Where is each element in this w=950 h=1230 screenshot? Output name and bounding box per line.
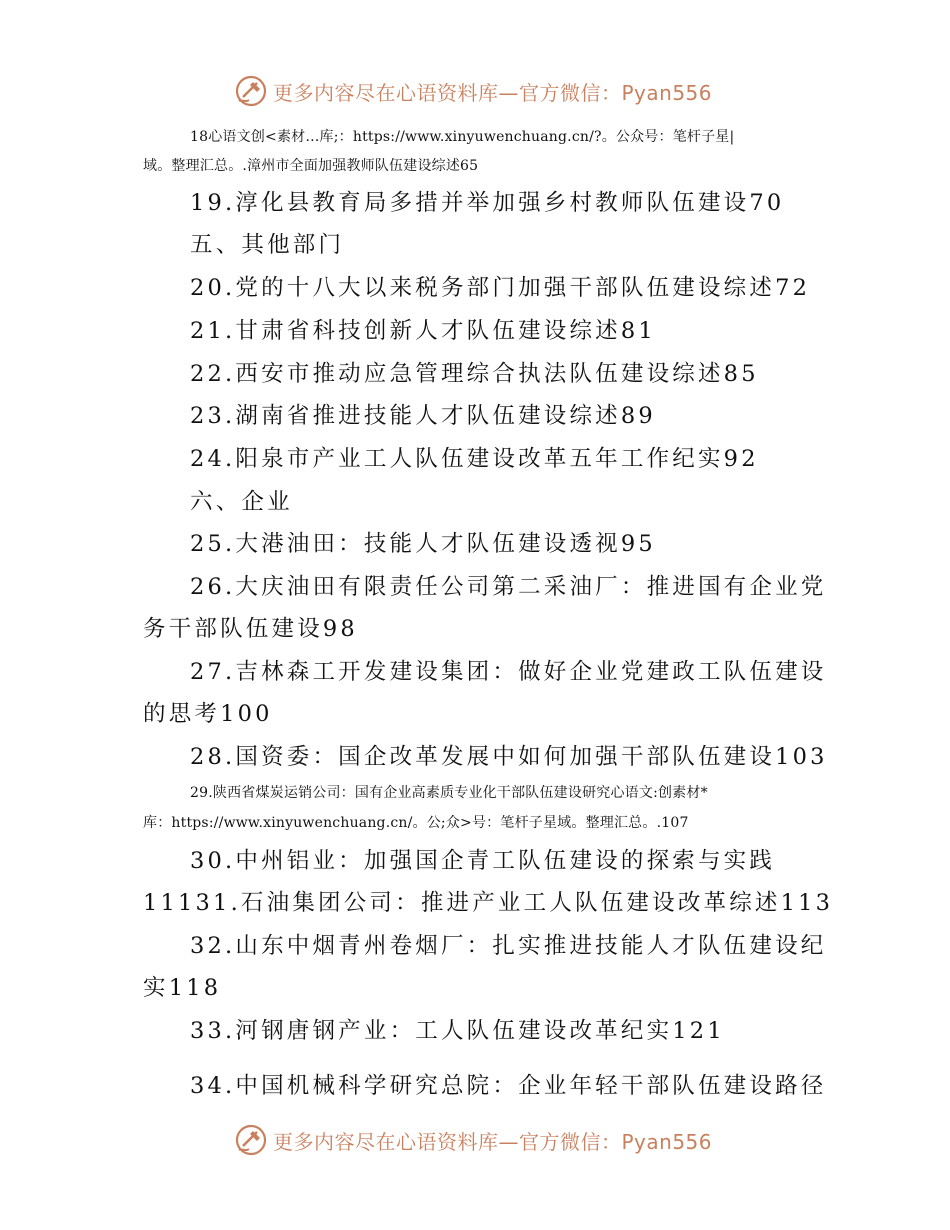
toc-line-11: 25.大港油田：技能人才队伍建设透视95: [190, 531, 656, 557]
toc-line-23: 33.河钢唐钢产业：工人队伍建设改革纪实121: [190, 1018, 725, 1044]
toc-line-9: 24.阳泉市产业工人队伍建设改革五年工作纪实92: [190, 446, 759, 472]
toc-section-heading: 六、企业: [190, 489, 293, 515]
toc-line-17: 29.陕西省煤炭运销公司：国有企业高素质专业化干部队伍建设研究心语文:创素材*: [190, 785, 708, 801]
header-banner-text: 更多内容尽在心语资料库—官方微信：Pyan556: [273, 80, 713, 105]
toc-line-22: 实118: [143, 975, 222, 1001]
toc-line-3: 19.淳化县教育局多措并举加强乡村教师队伍建设70: [190, 190, 785, 216]
toc-line-19: 30.中州铝业：加强国企青工队伍建设的探索与实践: [190, 848, 776, 874]
logo-icon: [233, 1122, 269, 1158]
footer-banner-text: 更多内容尽在心语资料库—官方微信：Pyan556: [273, 1129, 713, 1154]
toc-section-heading: 五、其他部门: [190, 232, 345, 258]
toc-line-13: 务干部队伍建设98: [143, 616, 358, 642]
toc-line-18: 库：https://www.xinyuwenchuang.cn/。公;众>号：笔杆子星域。整理汇总。.107: [143, 815, 689, 831]
toc-line-7: 22.西安市推动应急管理综合执法队伍建设综述85: [190, 361, 759, 387]
toc-line-8: 23.湖南省推进技能人才队伍建设综述89: [190, 403, 656, 429]
toc-line-14: 27.吉林森工开发建设集团：做好企业党建政工队伍建设: [190, 659, 827, 685]
toc-line-21: 32.山东中烟青州卷烟厂：扎实推进技能人才队伍建设纪: [190, 933, 827, 959]
toc-line-1: 18心语文创<素材…库;：https://www.xinyuwenchuang.cn/?。公众号：笔杆子星|: [190, 129, 735, 145]
toc-line-24: 34.中国机械科学研究总院：企业年轻干部队伍建设路径: [190, 1073, 827, 1099]
toc-line-15: 的思考100: [143, 701, 273, 727]
toc-line-20: 11131.石油集团公司：推进产业工人队伍建设改革综述113: [143, 890, 834, 916]
header-banner: [233, 71, 712, 111]
footer-banner: [233, 1120, 712, 1160]
toc-line-6: 21.甘肃省科技创新人才队伍建设综述81: [190, 318, 656, 344]
logo-icon: [233, 73, 269, 109]
toc-line-5: 20.党的十八大以来税务部门加强干部队伍建设综述72: [190, 275, 811, 301]
toc-line-16: 28.国资委：国企改革发展中如何加强干部队伍建设103: [190, 744, 828, 770]
toc-line-12: 26.大庆油田有限责任公司第二采油厂：推进国有企业党: [190, 574, 827, 600]
toc-line-2: 域。整理汇总。.漳州市全面加强教师队伍建设综述65: [143, 158, 479, 174]
